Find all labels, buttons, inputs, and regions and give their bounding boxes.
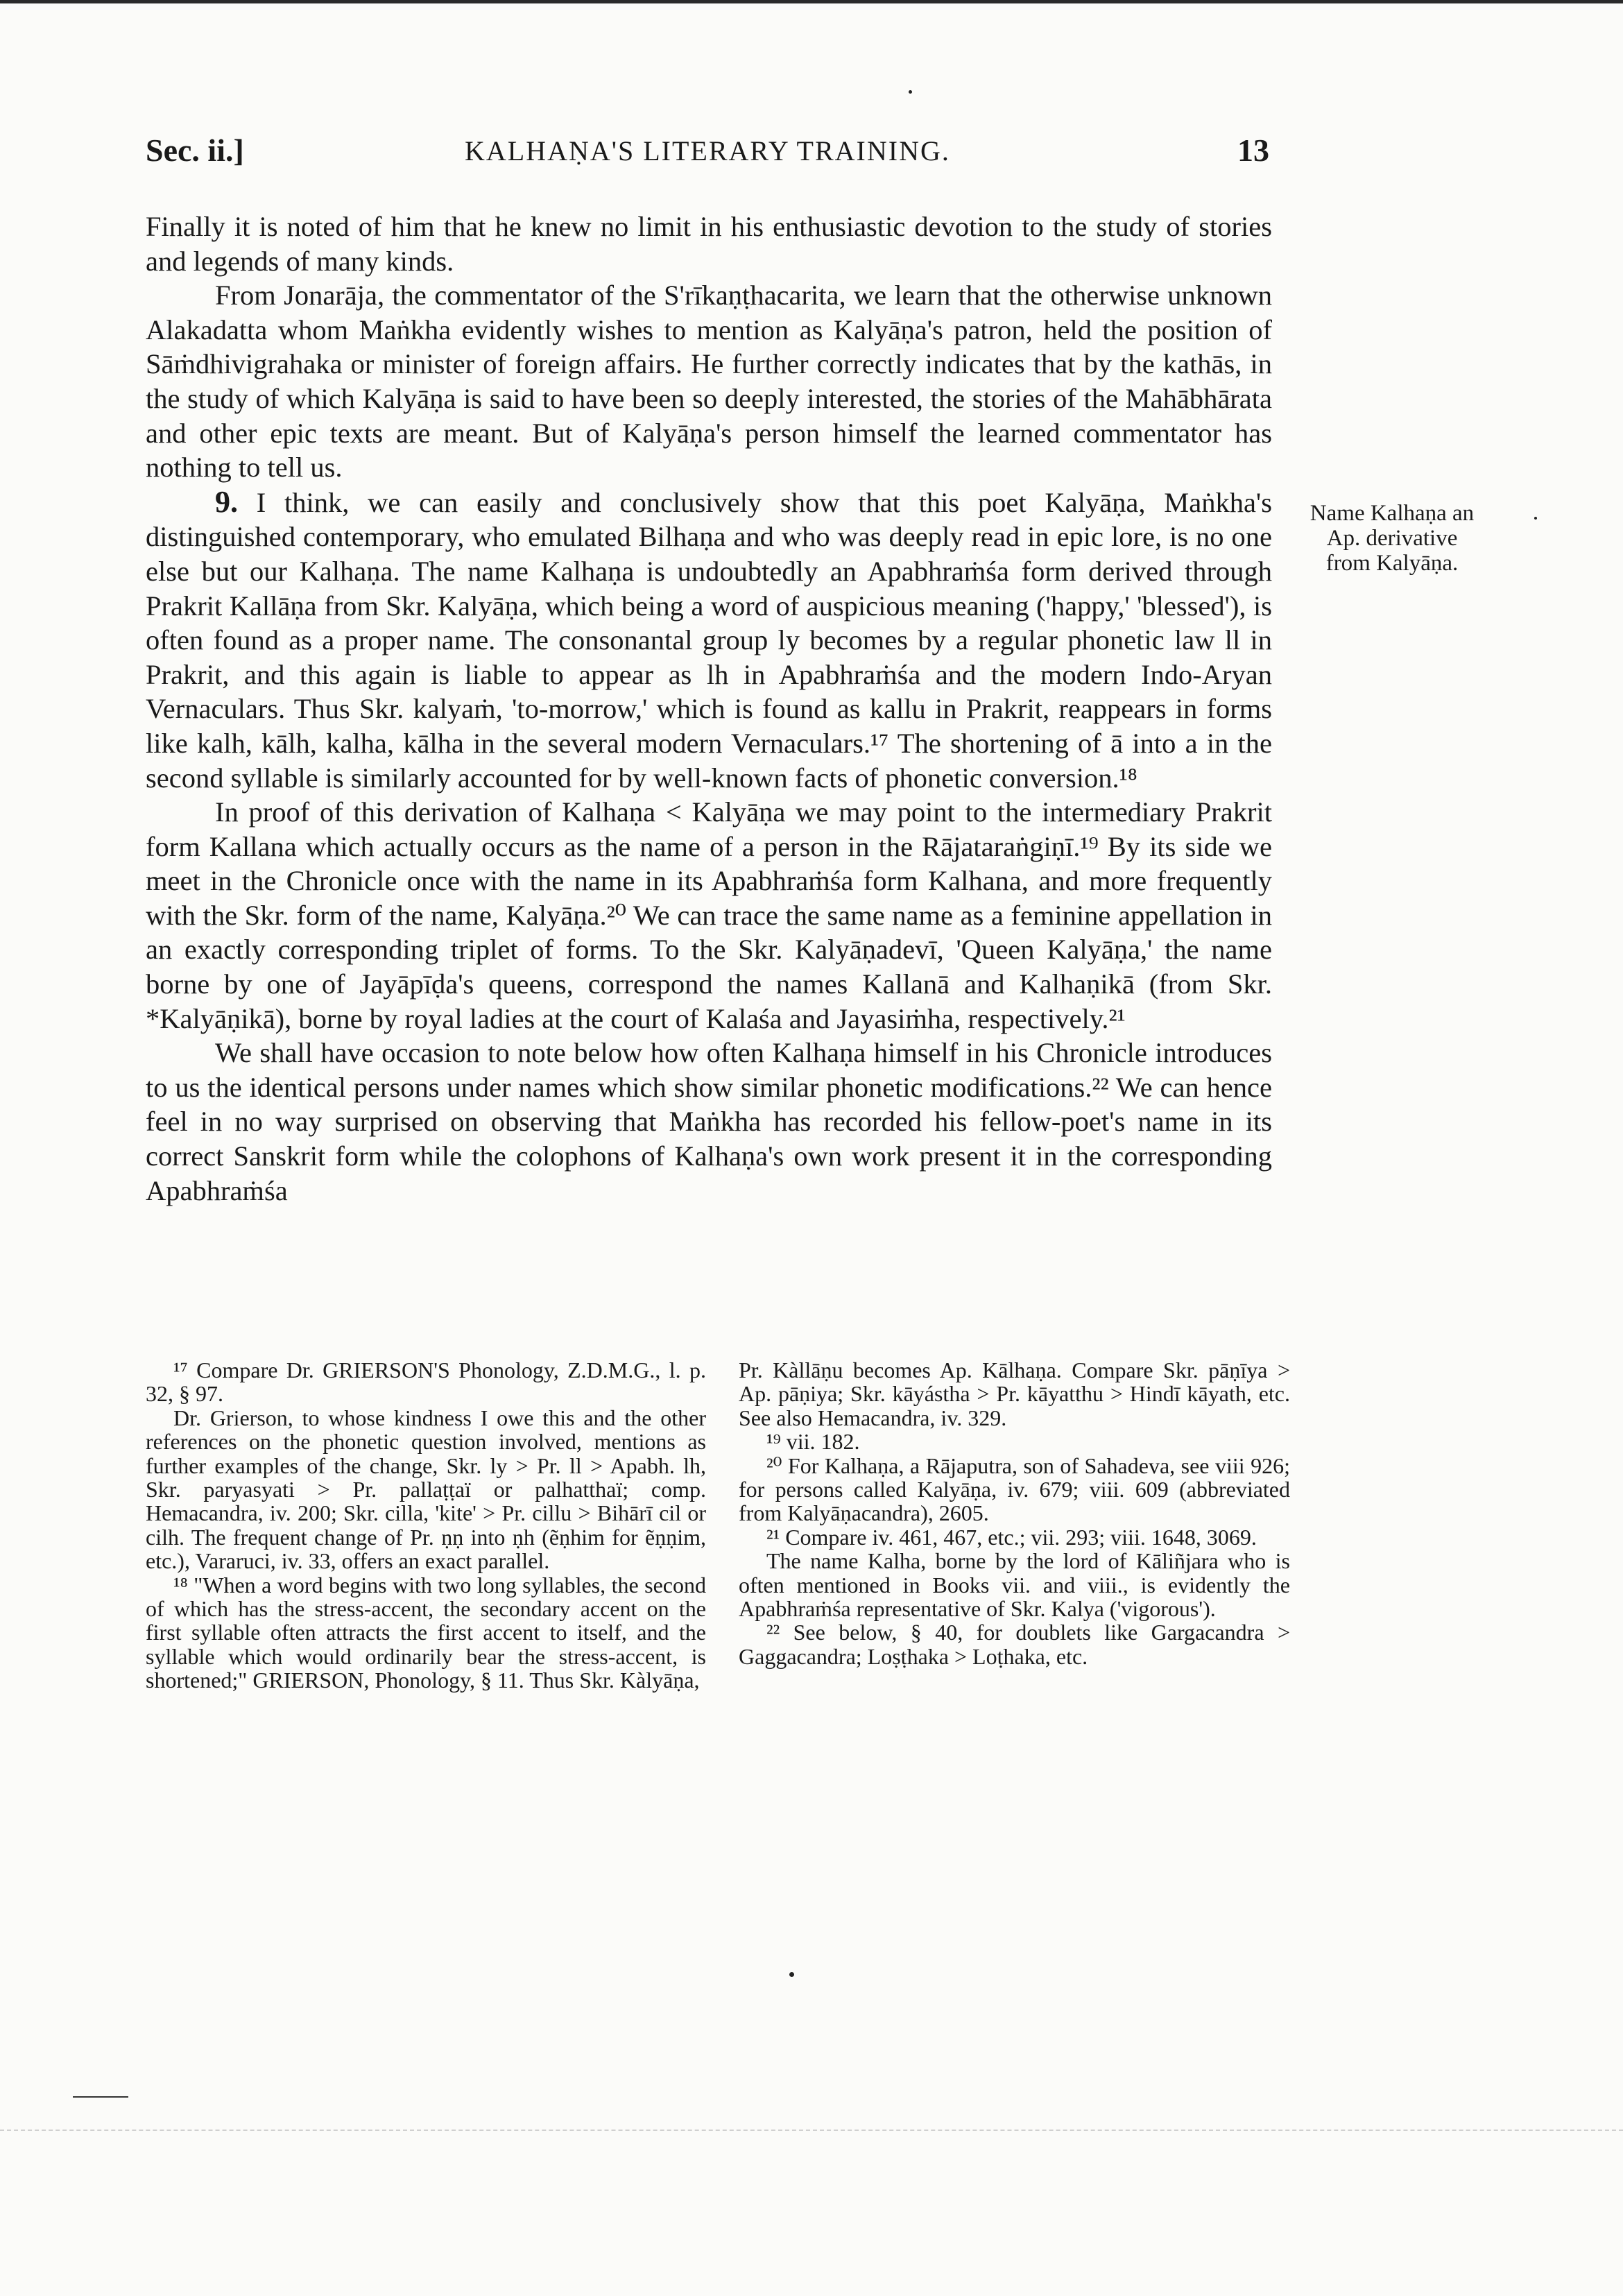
scan-artifact-line: [0, 2130, 1623, 2132]
scan-mark: [73, 2096, 128, 2098]
paragraph-text: I think, we can easily and conclusively show that this poet Kalyāṇa, Maṅkha's distinguished contemporary, who emulated Bilhaṇa and who was deeply read in epic lore, is no one else but our Kalhaṇa. The name Kalhaṇa is undoubtedly an Apabhraṁśa form derived through Prakrit Kallāṇa from Skr. Kalyāṇa, which being a word of auspicious meaning ('happy,' 'blessed'), is often found as a proper name. The consonantal group ly becomes by a regular phonetic law ll in Prakrit, and this again is liable to appear as lh in Apabhraṁśa and the modern Indo-Aryan Vernaculars. Thus Skr. kalyaṁ, 'to-morrow,' which is found as kallu in Prakrit, reappears in forms like kalh, kālh, kalha, kālha in the several modern Vernaculars.¹⁷ The shortening of ā into a in the second syllable is similarly accounted for by well-known facts of phonetic conversion.¹⁸: [146, 486, 1272, 794]
footnote-17: ¹⁷ Compare Dr. GRIERSON'S Phonology, Z.D.M.G., l. p. 32, § 97.: [146, 1357, 706, 1407]
footnote-19: ¹⁹ vii. 182.: [766, 1429, 860, 1455]
page-number: 13: [1237, 132, 1269, 168]
paragraph-section-9: [146, 485, 1272, 795]
scan-speck: [789, 1972, 794, 1977]
scan-top-edge: [0, 0, 1623, 3]
running-header: [146, 132, 1269, 180]
paragraph: From Jonarāja, the commentator of the S'rīkaṇṭhacarita, we learn that the otherwise unknown Alakadatta whom Maṅkha evidently wishes to mention as Kalyāṇa's patron, held the position of Sāṁdhivigrahaka or minister of foreign affairs. He further correctly indicates that by the kathās, in the study of which Kalyāṇa is said to have been so deeply interested, the stories of the Mahābhārata and other epic texts are meant. But of Kalyāṇa's person himself the learned commentator has nothing to tell us.: [146, 280, 1272, 483]
footnotes-left-column: [146, 1358, 706, 1693]
section-label: Sec. ii.]: [146, 132, 244, 168]
paragraph: Finally it is noted of him that he knew no limit in his enthusiastic devotion to the study of stories and legends of many kinds.: [146, 211, 1272, 277]
section-number: 9.: [215, 484, 238, 519]
margin-note-line: Ap. derivative: [1326, 526, 1458, 551]
margin-note: [1291, 501, 1493, 576]
footnote-20: ²⁰ For Kalhaṇa, a Rājaputra, son of Sahadeva, see viii 926; for persons called Kalyāṇa, iv. 679; viii. 609 (abbreviated from Kalyāṇacandra), 2605.: [739, 1453, 1290, 1526]
paragraph: We shall have occasion to note below how often Kalhaṇa himself in his Chronicle introduces to us the identical persons under names which show similar phonetic modifications.²² We can hence feel in no way surprised on observing that Maṅkha has recorded his fellow-poet's name in its correct Sanskrit form while the colophons of Kalhaṇa's own work present it in the corresponding Apabhraṁśa: [146, 1037, 1272, 1206]
footnote-17-continued: Dr. Grierson, to whose kindness I owe this and the other references on the phonetic question involved, mentions as further examples of the change, Skr. ly > Pr. ll > Apabh. lh, Skr. paryasyati > Pr. pallaṭṭaï or palhatthaï; comp. Hemacandra, iv. 200; Skr. cilla, 'kite' > Pr. cillu > Bihārī cil or cilh. The frequent change of Pr. ṇṇ into ṇh (ẽṇhim for ẽṇṇim, etc.), Vararuci, iv. 33, offers an exact parallel.: [146, 1405, 706, 1574]
footnotes-right-column: [739, 1358, 1290, 1668]
scan-speck: [909, 90, 912, 94]
margin-note-line: Name Kalhaṇa an: [1309, 501, 1475, 526]
scan-speck: [1534, 517, 1537, 520]
margin-note-line: from Kalyāṇa.: [1325, 551, 1459, 576]
paragraph: In proof of this derivation of Kalhaṇa < Kalyāṇa we may point to the intermediary Prakrit form Kallana which actually occurs as the name of a person in the Rājataraṅgiṇī.¹⁹ By its side we meet in the Chronicle once with the name in its Apabhraṁśa form Kalhana, and more frequently with the Skr. form of the name, Kalyāṇa.²⁰ We can trace the same name as a feminine appellation in an exactly corresponding triplet of forms. To the Skr. Kalyāṇadevī, 'Queen Kalyāṇa,' the name borne by one of Jayāpīḍa's queens, correspond the names Kallanā and Kalhaṇikā (from Skr. *Kalyāṇikā), borne by royal ladies at the court of Kalaśa and Jayasiṁha, respectively.²¹: [146, 796, 1272, 1034]
footnote-18: ¹⁸ "When a word begins with two long syllables, the second of which has the stress-accent, the secondary accent on the first syllable often attracts the first accent to itself, and the syllable which would ordinarily bear the stress-accent, is shortened;" GRIERSON, Phonology, § 11. Thus Skr. Kàlyāṇa,: [146, 1572, 706, 1693]
main-text: [146, 209, 1272, 1208]
running-title: KALHAṆA'S LITERARY TRAINING.: [465, 135, 950, 166]
footnote-18-continued: Pr. Kàllāṇu becomes Ap. Kālhaṇa. Compare Skr. pāṇīya > Ap. pāṇiya; Skr. kāyástha > Pr. kāyatthu > Hindī kāyath, etc. See also Hemacandra, iv. 329.: [739, 1357, 1290, 1430]
footnote-21-continued: The name Kalha, borne by the lord of Kāliñjara who is often mentioned in Books vii. and viii., is evidently the Apabhraṁśa representative of Skr. Kalya ('vigorous').: [739, 1548, 1290, 1622]
footnote-21: ²¹ Compare iv. 461, 467, etc.; vii. 293; viii. 1648, 3069.: [766, 1524, 1257, 1550]
footnote-22: ²² See below, § 40, for doublets like Gargacandra > Gaggacandra; Loṣṭhaka > Loṭhaka, etc.: [739, 1620, 1290, 1669]
